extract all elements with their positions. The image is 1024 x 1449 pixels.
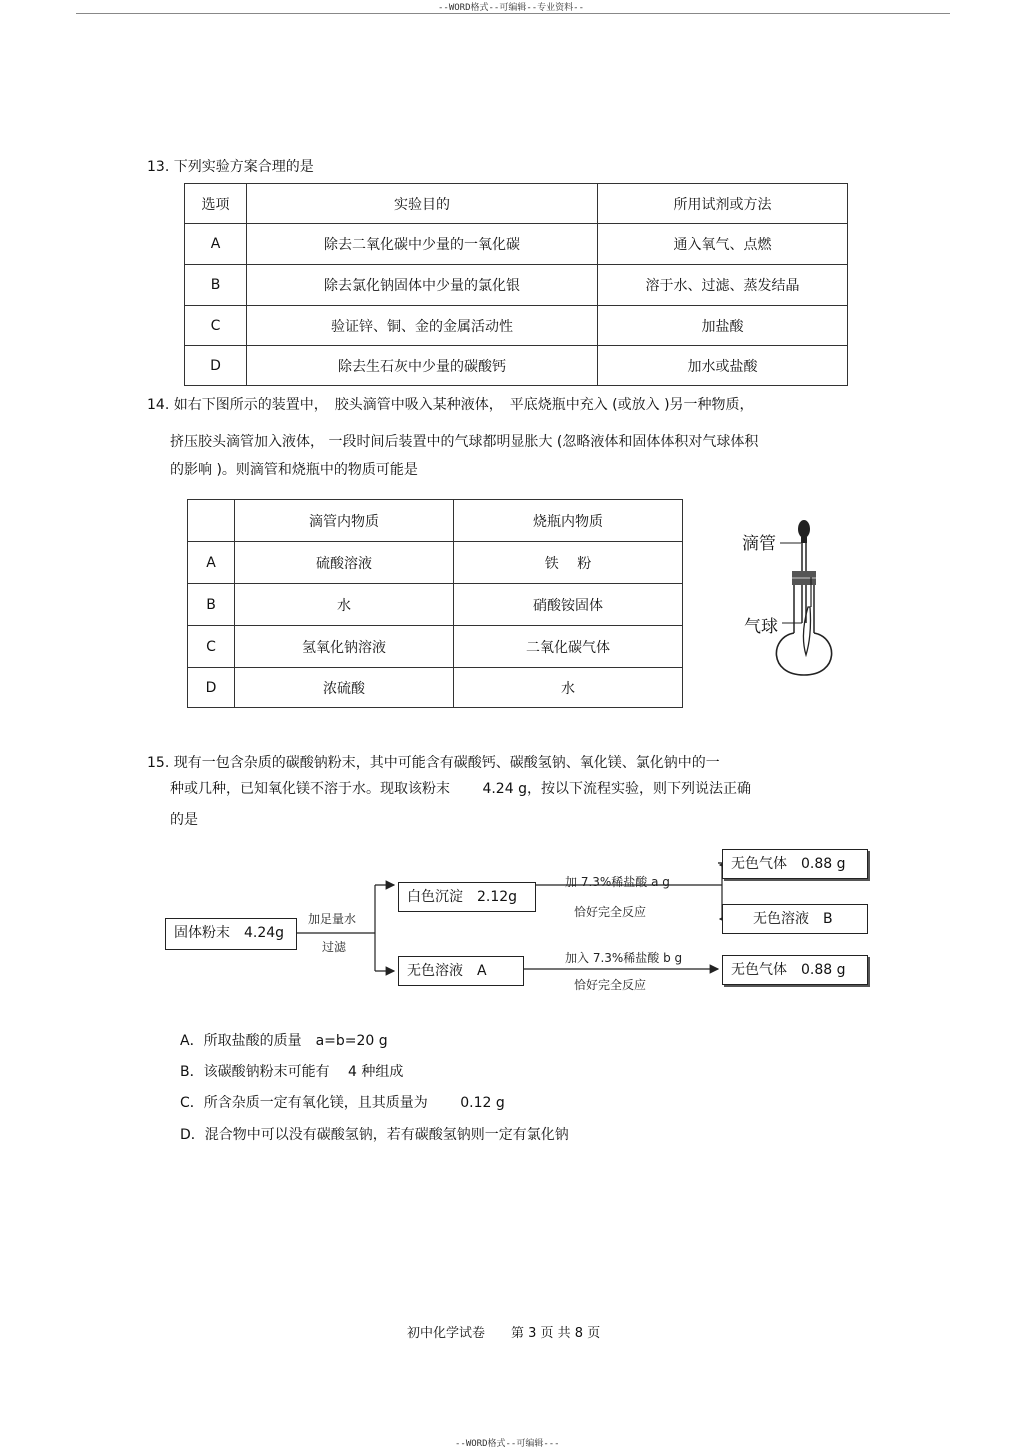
flow-precipitate-box: 白色沉淀 2.12g [398,882,536,912]
balloon-label: 气球 [744,617,778,637]
q14-stem-line1 [147,396,754,414]
q15-number: 15. [147,755,170,771]
apparatus-figure [740,515,850,680]
table-cell: 硫酸溶液 [235,542,454,584]
flow-step1-bottom-label: 过滤 [322,940,347,954]
q14-text-line1: 如右下图所示的装置中， 胶头滴管中吸入某种液体， 平底烧瓶中充入 (或放入 )另一种物质， [173,397,754,413]
table-cell: A [188,542,235,584]
table-cell: 铁 粉 [454,542,683,584]
table-row [188,542,683,584]
flow-start-box: 固体粉末 4.24g [165,918,297,950]
q15-option-d: D．混合物中可以没有碳酸氢钠，若有碳酸氢钠则一定有氯化钠 [180,1127,569,1143]
table-row [188,584,683,626]
q14-number: 14. [147,397,170,413]
header-divider [76,13,950,14]
q13-header-option: 选项 [185,184,247,224]
table-cell: 水 [235,584,454,626]
flow-acid-a-top-label: 加 7.3%稀盐酸 a g [565,875,670,889]
q13-text: 下列实验方案合理的是 [173,159,314,175]
table-row [188,626,683,668]
table-cell: 通入氧气、点燃 [598,224,848,265]
q14-header-flask: 烧瓶内物质 [454,500,683,542]
table-cell: C [185,306,247,346]
page-header-text: --WORD格式--可编辑--专业资料-- [438,3,585,13]
table-header-row [185,184,848,224]
flow-acid-a-bottom-label: 恰好完全反应 [574,905,647,919]
table-row [185,224,848,265]
table-cell: 二氧化碳气体 [454,626,683,668]
q13-stem [147,158,314,176]
q15-text-line3: 的是 [170,812,198,828]
table-cell: D [185,346,247,386]
table-cell: 加水或盐酸 [598,346,848,386]
q15-option-b: B．该碳酸钠粉末可能有 4 种组成 [180,1064,404,1080]
table-cell: 浓硫酸 [235,668,454,708]
q13-header-method: 所用试剂或方法 [598,184,848,224]
q14-table [187,499,683,708]
q14-header-dropper: 滴管内物质 [235,500,454,542]
table-cell: B [185,265,247,306]
q15-option-a: A．所取盐酸的质量 a=b=20 g [180,1033,388,1049]
table-row [185,346,848,386]
q15-option-c: C．所含杂质一定有氧化镁，且其质量为 0.12 g [180,1095,505,1111]
q15-stem-line1 [147,754,720,772]
experiment-flow-diagram [160,845,875,995]
q15-text-line2: 种或几种，已知氧化镁不溶于水。现取该粉末 4.24 g，按以下流程实验，则下列说法正确 [170,781,751,797]
table-cell: D [188,668,235,708]
table-cell: 除去生石灰中少量的碳酸钙 [247,346,598,386]
table-cell: C [188,626,235,668]
page-number-footer: 初中化学试卷 第 3 页 共 8 页 [407,1326,601,1341]
table-cell: 除去二氧化碳中少量的一氧化碳 [247,224,598,265]
q14-text-line2: 挤压胶头滴管加入液体， 一段时间后装置中的气球都明显胀大 (忽略液体和固体体积对气球体积 [170,434,759,450]
q14-header-blank [188,500,235,542]
flow-step1-top-label: 加足量水 [308,912,357,926]
q13-table [184,183,848,386]
table-cell: 加盐酸 [598,306,848,346]
flow-gas2-box: 无色气体 0.88 g [722,955,868,985]
flow-acid-b-bottom-label: 恰好完全反应 [574,978,647,992]
table-cell: A [185,224,247,265]
table-cell: 除去氯化钠固体中少量的氯化银 [247,265,598,306]
flow-solution-b-box: 无色溶液 B [722,904,868,934]
table-header-row [188,500,683,542]
table-row [188,668,683,708]
table-cell: 硝酸铵固体 [454,584,683,626]
table-cell: 验证锌、铜、金的金属活动性 [247,306,598,346]
table-cell: 溶于水、过滤、蒸发结晶 [598,265,848,306]
q13-number: 13. [147,159,170,175]
table-cell: B [188,584,235,626]
flow-solution-a-box: 无色溶液 A [398,956,524,986]
flow-acid-b-top-label: 加入 7.3%稀盐酸 b g [565,951,683,965]
table-row [185,306,848,346]
table-cell: 氢氧化钠溶液 [235,626,454,668]
table-cell: 水 [454,668,683,708]
dropper-label: 滴管 [742,534,776,554]
q13-header-purpose: 实验目的 [247,184,598,224]
flow-gas1-box: 无色气体 0.88 g [722,849,868,879]
table-row [185,265,848,306]
q14-text-line3: 的影响 )。则滴管和烧瓶中的物质可能是 [170,462,418,478]
q15-text-line1: 现有一包含杂质的碳酸钠粉末，其中可能含有碳酸钙、碳酸氢钠、氧化镁、氯化钠中的一 [173,755,720,771]
page-bottom-text: --WORD格式--可编辑--- [455,1439,560,1449]
flask-apparatus-icon [740,515,850,680]
